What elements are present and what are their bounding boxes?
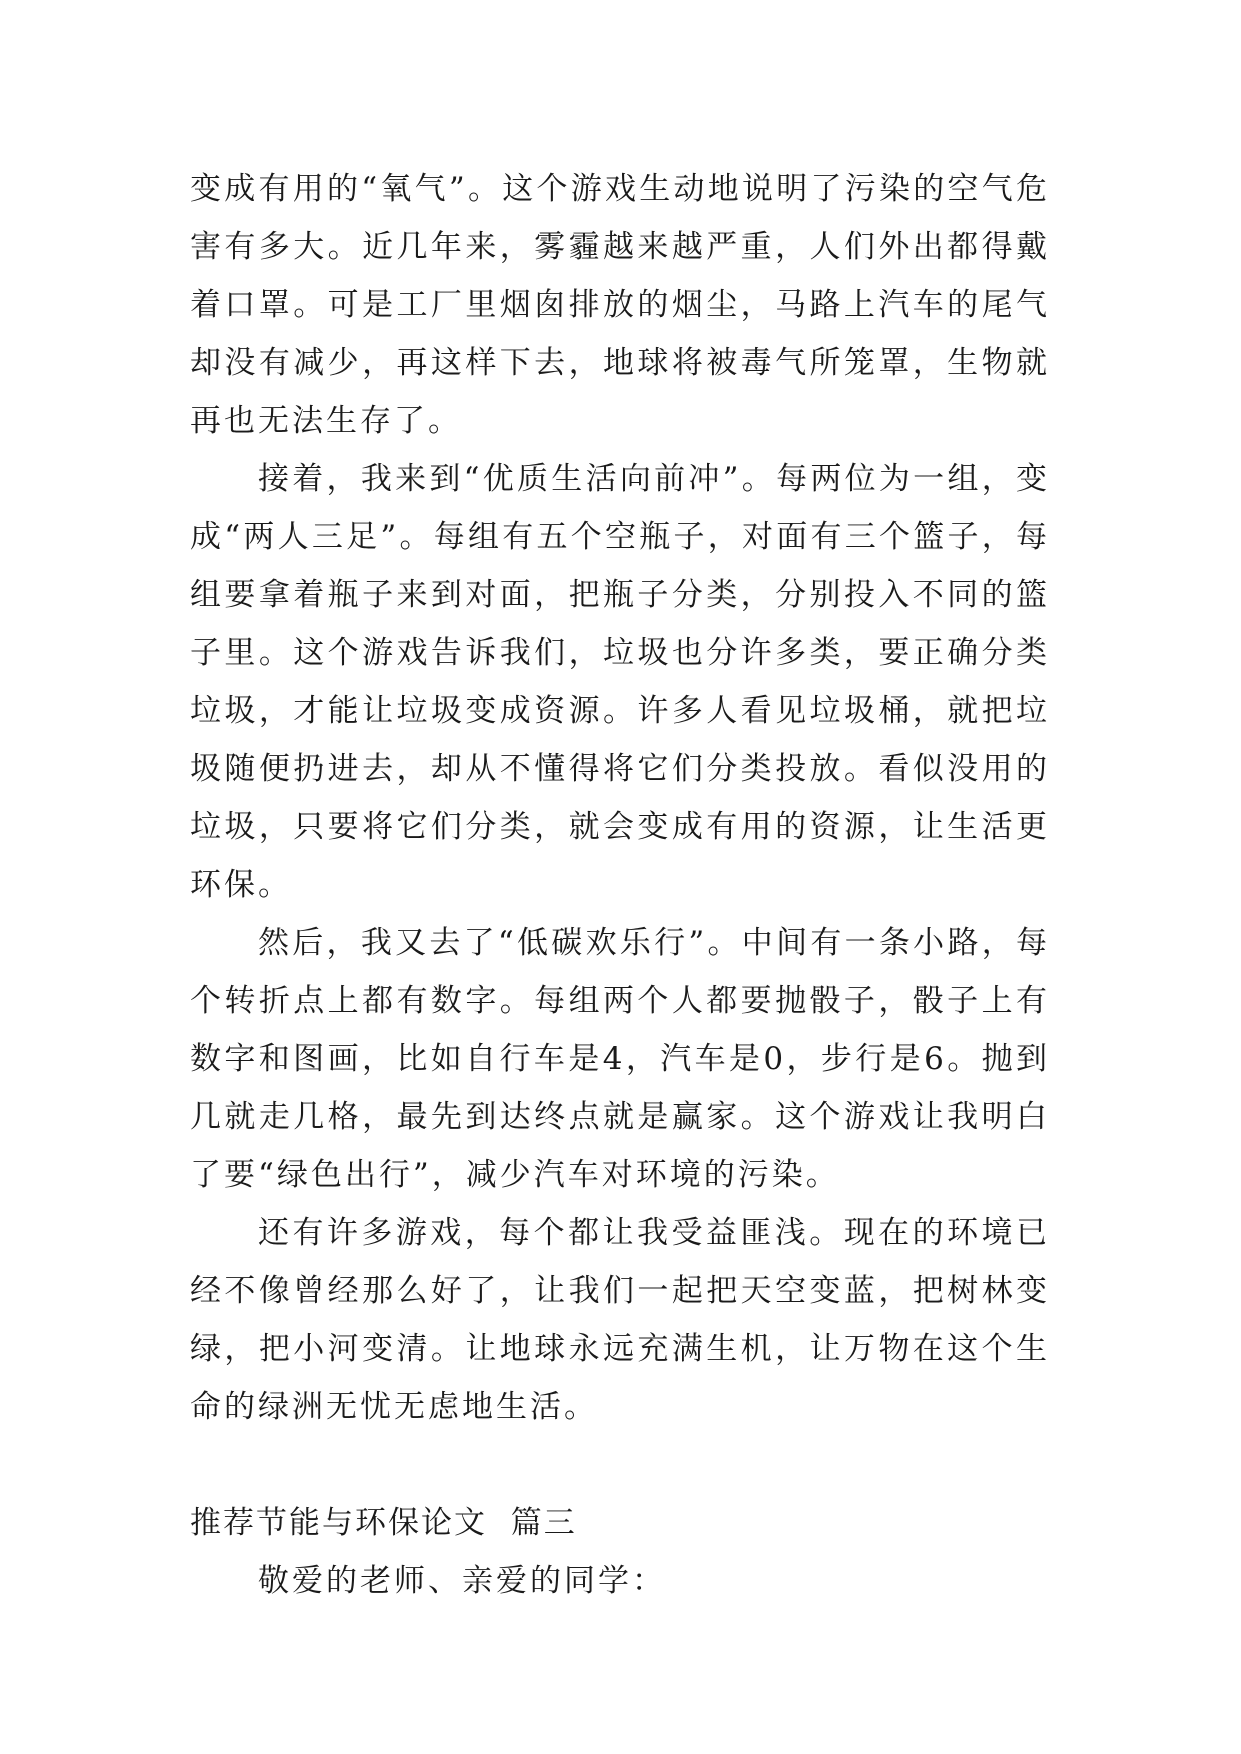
document-body [190,160,1050,1610]
paragraph-3: 然后，我又去了“低碳欢乐行”。中间有一条小路，每个转折点上都有数字。每组两个人都要抛骰子，骰子上有数字和图画，比如自行车是4，汽车是0，步行是6。抛到几就走几格，最先到达终点就是赢家。这个游戏让我明白了要“绿色出行”，减少汽车对环境的污染。 [190,925,1050,1193]
salutation: 敬爱的老师、亲爱的同学： [258,1563,666,1599]
paragraph-4: 还有许多游戏，每个都让我受益匪浅。现在的环境已经不像曾经那么好了，让我们一起把天空变蓝，把树林变绿，把小河变清。让地球永远充满生机，让万物在这个生命的绿洲无忧无虑地生活。 [190,1215,1050,1425]
section-heading: 推荐节能与环保论文 篇三 [190,1505,577,1541]
paragraph-2: 接着，我来到“优质生活向前冲”。每两位为一组，变成“两人三足”。每组有五个空瓶子，对面有三个篮子，每组要拿着瓶子来到对面，把瓶子分类，分别投入不同的篮子里。这个游戏告诉我们，垃圾也分许多类，要正确分类垃圾，才能让垃圾变成资源。许多人看见垃圾桶，就把垃圾随便扔进去，却从不懂得将它们分类投放。看似没用的垃圾，只要将它们分类，就会变成有用的资源，让生活更环保。 [190,461,1050,903]
paragraph-1: 变成有用的“氧气”。这个游戏生动地说明了污染的空气危害有多大。近几年来，雾霾越来越严重，人们外出都得戴着口罩。可是工厂里烟囱排放的烟尘，马路上汽车的尾气却没有减少，再这样下去，地球将被毒气所笼罩，生物就再也无法生存了。 [190,171,1050,439]
